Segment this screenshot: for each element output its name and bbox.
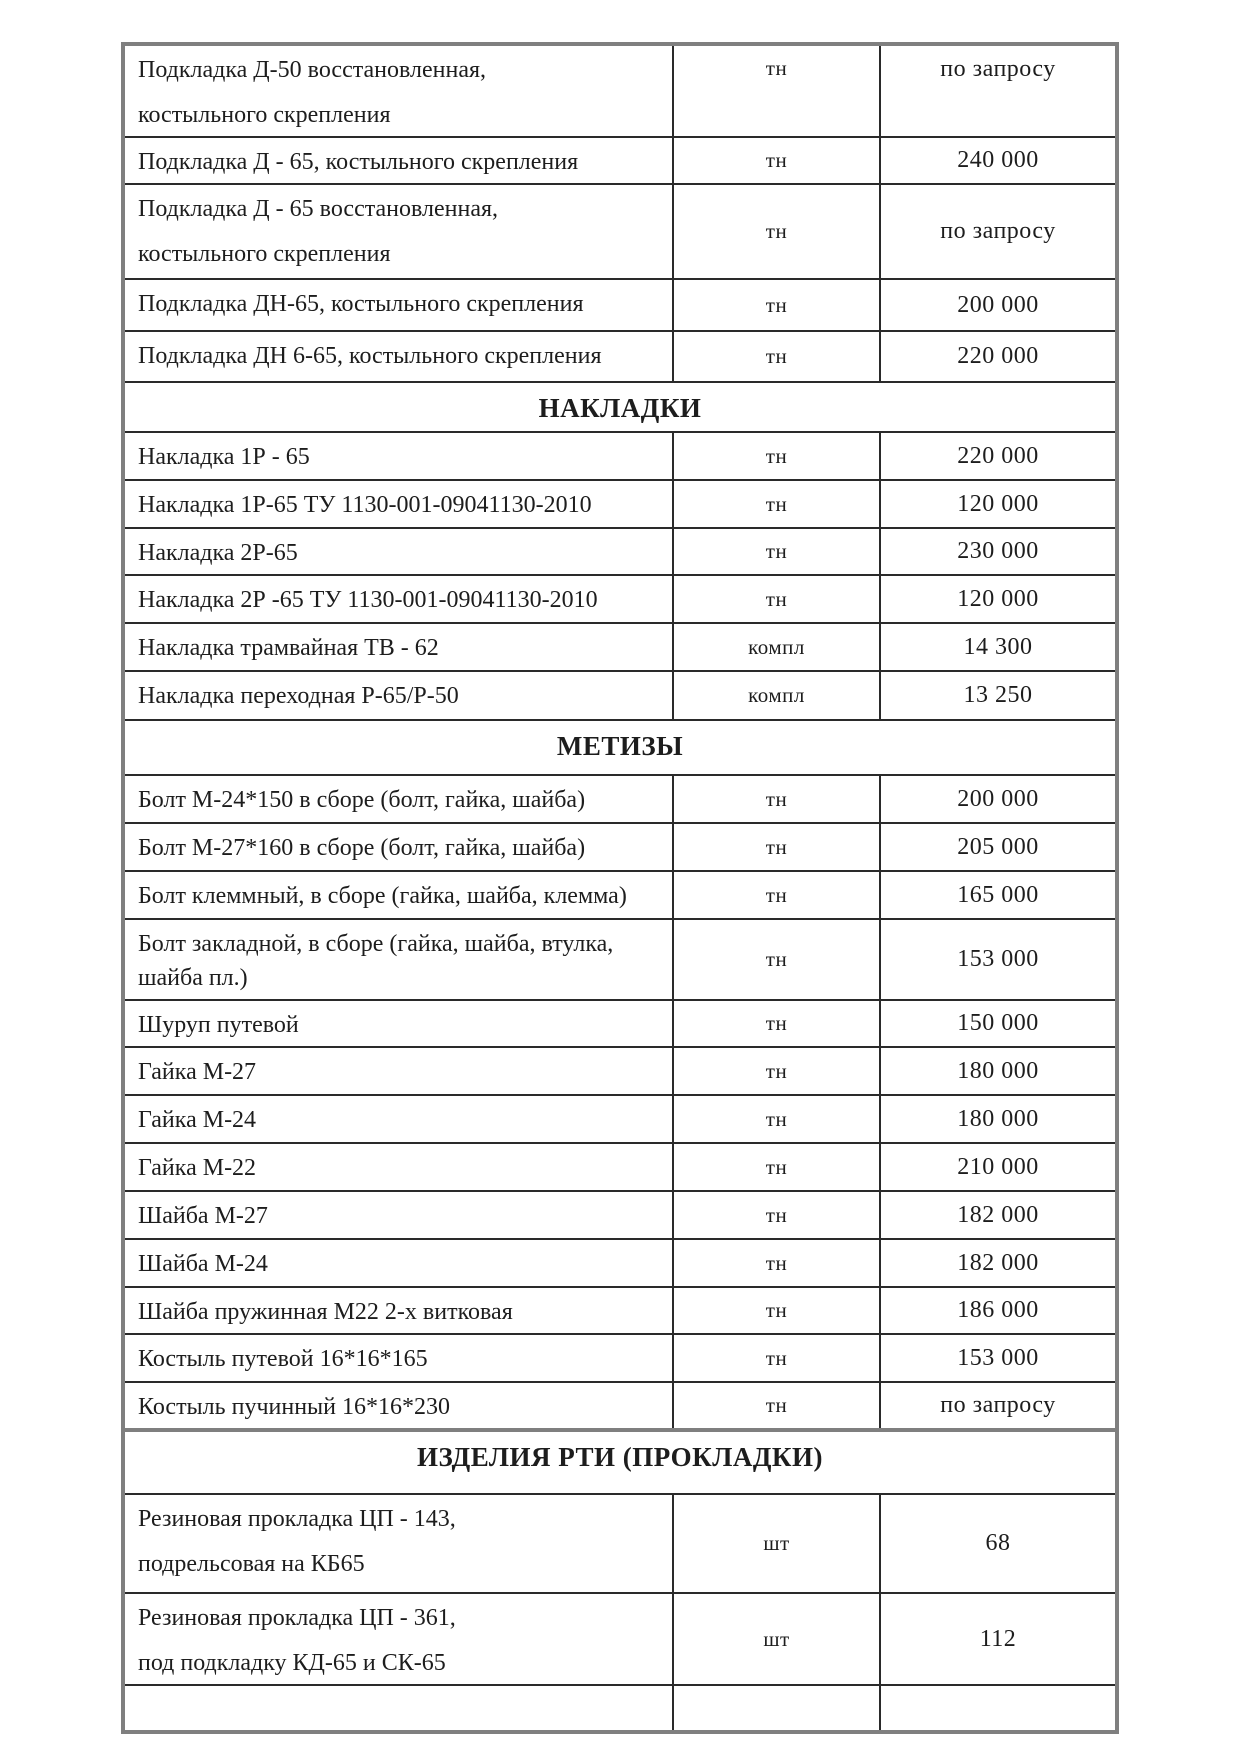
product-name-line: под подкладку КД-65 и СК-65 <box>138 1650 446 1676</box>
product-name-cell <box>123 575 673 623</box>
product-name-cell <box>123 1143 673 1191</box>
product-name-cell <box>123 279 673 331</box>
unit-cell: тн <box>673 775 880 823</box>
product-name-cell <box>123 1047 673 1095</box>
product-name-line: Шайба М-27 <box>138 1203 268 1229</box>
price-cell: 14 300 <box>880 623 1117 671</box>
product-name-line: шайба пл.) <box>138 965 248 991</box>
product-row <box>123 1382 1117 1430</box>
section-header: МЕТИЗЫ <box>123 720 1117 775</box>
unit-cell: тн <box>673 1047 880 1095</box>
price-cell: 200 000 <box>880 279 1117 331</box>
section-header: НАКЛАДКИ <box>123 382 1117 432</box>
unit-cell: тн <box>673 575 880 623</box>
product-name-cell <box>123 1287 673 1334</box>
price-cell: 120 000 <box>880 480 1117 528</box>
price-cell: 220 000 <box>880 432 1117 480</box>
unit-cell: тн <box>673 1239 880 1287</box>
price-cell: 165 000 <box>880 871 1117 919</box>
product-name-line: Подкладка Д - 65, костыльного скрепления <box>138 149 579 175</box>
product-name-cell <box>123 1191 673 1239</box>
product-row <box>123 331 1117 382</box>
unit-cell: тн <box>673 528 880 575</box>
product-row <box>123 575 1117 623</box>
product-name-cell <box>123 823 673 871</box>
unit-cell: тн <box>673 480 880 528</box>
product-name-line: Накладка 2Р-65 <box>138 540 298 566</box>
product-name-line: Накладка 1Р-65 ТУ 1130-001-09041130-2010 <box>138 492 592 518</box>
product-name-line: Подкладка ДН-65, костыльного скрепления <box>138 291 584 317</box>
unit-cell: тн <box>673 137 880 184</box>
product-row <box>123 919 1117 1000</box>
product-name-line: Гайка М-27 <box>138 1059 257 1085</box>
price-cell: 153 000 <box>880 1334 1117 1382</box>
product-name-line: Резиновая прокладка ЦП - 143, <box>138 1506 456 1532</box>
price-cell: 150 000 <box>880 1000 1117 1047</box>
unit-cell: тн <box>673 919 880 1000</box>
product-name-cell <box>123 919 673 1000</box>
product-name-cell <box>123 528 673 575</box>
product-row <box>123 432 1117 480</box>
unit-cell <box>673 1685 880 1732</box>
product-name-line: Шайба М-24 <box>138 1251 268 1277</box>
unit-cell: компл <box>673 623 880 671</box>
price-cell: по запросу <box>880 184 1117 279</box>
unit-cell: тн <box>673 871 880 919</box>
unit-cell: тн <box>673 331 880 382</box>
product-name-line: Костыль путевой 16*16*165 <box>138 1346 428 1372</box>
product-name-cell <box>123 1382 673 1430</box>
product-row <box>123 528 1117 575</box>
product-name-cell <box>123 1685 673 1732</box>
product-name-cell <box>123 1095 673 1143</box>
unit-cell: тн <box>673 823 880 871</box>
product-row <box>123 1239 1117 1287</box>
product-row <box>123 671 1117 720</box>
product-row <box>123 1191 1117 1239</box>
unit-cell: компл <box>673 671 880 720</box>
unit-cell: тн <box>673 1287 880 1334</box>
product-row <box>123 137 1117 184</box>
product-name-cell <box>123 184 673 279</box>
price-cell: 210 000 <box>880 1143 1117 1191</box>
price-cell <box>880 1685 1117 1732</box>
price-cell: 182 000 <box>880 1239 1117 1287</box>
product-name-line: Болт М-27*160 в сборе (болт, гайка, шайба) <box>138 835 586 861</box>
section-header: ИЗДЕЛИЯ РТИ (ПРОКЛАДКИ) <box>123 1430 1117 1494</box>
product-row <box>123 1593 1117 1685</box>
price-cell: 153 000 <box>880 919 1117 1000</box>
unit-cell: шт <box>673 1494 880 1593</box>
price-cell: 180 000 <box>880 1095 1117 1143</box>
product-row <box>123 1143 1117 1191</box>
price-cell: 180 000 <box>880 1047 1117 1095</box>
product-row <box>123 1494 1117 1593</box>
unit-cell: тн <box>673 1143 880 1191</box>
product-name-cell <box>123 671 673 720</box>
product-name-line: Подкладка Д-50 восстановленная, <box>138 57 487 83</box>
product-name-cell <box>123 871 673 919</box>
product-name-line: Резиновая прокладка ЦП - 361, <box>138 1605 456 1631</box>
product-name-line: Болт закладной, в сборе (гайка, шайба, втулка, <box>138 931 614 957</box>
product-name-line: Болт М-24*150 в сборе (болт, гайка, шайба) <box>138 787 586 813</box>
unit-cell: тн <box>673 1382 880 1430</box>
product-name-line: Шайба пружинная М22 2-х витковая <box>138 1299 513 1325</box>
product-row <box>123 623 1117 671</box>
price-cell: 230 000 <box>880 528 1117 575</box>
price-cell: 240 000 <box>880 137 1117 184</box>
product-name-line: костыльного скрепления <box>138 102 391 128</box>
product-name-line: Подкладка Д - 65 восстановленная, <box>138 196 499 222</box>
product-row <box>123 1334 1117 1382</box>
price-cell: 13 250 <box>880 671 1117 720</box>
product-name-cell <box>123 44 673 137</box>
product-name-cell <box>123 623 673 671</box>
product-name-cell <box>123 1000 673 1047</box>
price-cell: 200 000 <box>880 775 1117 823</box>
section-row <box>123 1430 1117 1494</box>
product-name-line: Болт клеммный, в сборе (гайка, шайба, клемма) <box>138 883 627 909</box>
product-row <box>123 1287 1117 1334</box>
product-name-line: Накладка трамвайная ТВ - 62 <box>138 635 439 661</box>
product-name-cell <box>123 1593 673 1685</box>
unit-cell: тн <box>673 44 880 137</box>
unit-cell: тн <box>673 279 880 331</box>
price-cell: 182 000 <box>880 1191 1117 1239</box>
product-row <box>123 184 1117 279</box>
product-name-cell <box>123 331 673 382</box>
empty-row <box>123 1685 1117 1732</box>
product-name-line: Накладка переходная Р-65/Р-50 <box>138 683 459 709</box>
price-cell: 186 000 <box>880 1287 1117 1334</box>
price-cell: по запросу <box>880 1382 1117 1430</box>
product-name-line: Шуруп путевой <box>138 1012 299 1038</box>
product-name-cell <box>123 1494 673 1593</box>
price-table-body <box>123 44 1117 1732</box>
product-row <box>123 823 1117 871</box>
product-name-line: Накладка 2Р -65 ТУ 1130-001-09041130-2010 <box>138 587 598 613</box>
unit-cell: тн <box>673 1334 880 1382</box>
product-row <box>123 44 1117 137</box>
unit-cell: тн <box>673 432 880 480</box>
unit-cell: тн <box>673 1095 880 1143</box>
product-row <box>123 1095 1117 1143</box>
product-name-line: Подкладка ДН 6-65, костыльного скрепления <box>138 343 602 369</box>
price-cell: 112 <box>880 1593 1117 1685</box>
product-name-cell <box>123 137 673 184</box>
section-row <box>123 720 1117 775</box>
product-name-line: Костыль пучинный 16*16*230 <box>138 1394 451 1420</box>
product-name-cell <box>123 1334 673 1382</box>
unit-cell: тн <box>673 1191 880 1239</box>
product-name-line: Гайка М-24 <box>138 1107 257 1133</box>
price-cell: 68 <box>880 1494 1117 1593</box>
price-table-wrapper <box>121 42 1119 1734</box>
product-row <box>123 1000 1117 1047</box>
product-name-cell <box>123 1239 673 1287</box>
unit-cell: тн <box>673 184 880 279</box>
product-row <box>123 480 1117 528</box>
price-table <box>121 42 1119 1734</box>
product-name-cell <box>123 775 673 823</box>
price-cell: 120 000 <box>880 575 1117 623</box>
price-cell: по запросу <box>880 44 1117 137</box>
price-cell: 205 000 <box>880 823 1117 871</box>
product-name-line: подрельсовая на КБ65 <box>138 1551 365 1577</box>
product-row <box>123 1047 1117 1095</box>
product-name-line: Накладка 1Р - 65 <box>138 444 310 470</box>
unit-cell: тн <box>673 1000 880 1047</box>
product-row <box>123 279 1117 331</box>
product-name-line: костыльного скрепления <box>138 241 391 267</box>
product-name-cell <box>123 480 673 528</box>
section-row <box>123 382 1117 432</box>
product-name-line: Гайка М-22 <box>138 1155 257 1181</box>
product-row <box>123 871 1117 919</box>
unit-cell: шт <box>673 1593 880 1685</box>
product-row <box>123 775 1117 823</box>
price-cell: 220 000 <box>880 331 1117 382</box>
product-name-cell <box>123 432 673 480</box>
